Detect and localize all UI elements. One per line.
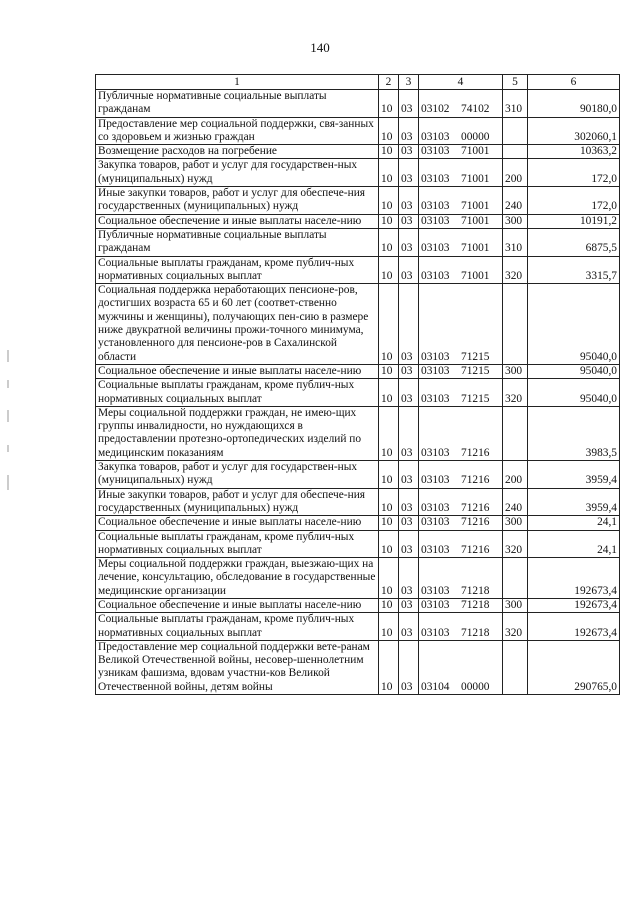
target-article-direction-code: 71215 [461, 350, 490, 363]
target-article-direction-code: 71218 [461, 598, 490, 611]
row-amount-cell: 172,0 [528, 159, 620, 187]
row-section-cell: 10 [379, 159, 399, 187]
row-target-article-cell [419, 488, 503, 516]
target-article-direction-code: 71216 [461, 516, 490, 529]
row-target-article-cell [419, 117, 503, 145]
row-subsection-cell: 03 [399, 145, 419, 159]
row-subsection-cell: 03 [399, 256, 419, 284]
target-article-direction-code: 71215 [461, 364, 490, 377]
row-subsection-cell: 03 [399, 406, 419, 460]
target-article-program-code: 03103 [421, 543, 450, 556]
target-article-direction-code: 71216 [461, 474, 490, 487]
scan-margin-marks [0, 340, 30, 520]
row-expense-type-cell: 240 [503, 488, 528, 516]
row-expense-type-cell [503, 640, 528, 694]
target-article-program-code: 03103 [421, 200, 450, 213]
row-target-article-cell [419, 406, 503, 460]
row-amount-cell: 3959,4 [528, 461, 620, 489]
row-amount-cell: 3315,7 [528, 256, 620, 284]
row-section-cell: 10 [379, 364, 399, 378]
row-target-article-cell [419, 159, 503, 187]
row-target-article-cell [419, 145, 503, 159]
row-target-article-cell [419, 461, 503, 489]
row-amount-cell: 172,0 [528, 187, 620, 215]
row-amount-cell: 10191,2 [528, 214, 620, 228]
table-row [96, 530, 620, 558]
row-name-cell: Возмещение расходов на погребение [96, 145, 379, 159]
target-article-program-code: 03103 [421, 474, 450, 487]
target-article-program-code: 03103 [421, 501, 450, 514]
row-section-cell: 10 [379, 613, 399, 641]
row-target-article-cell [419, 187, 503, 215]
table-row [96, 640, 620, 694]
target-article-direction-code: 00000 [461, 130, 490, 143]
row-target-article-cell [419, 613, 503, 641]
row-subsection-cell: 03 [399, 558, 419, 599]
row-amount-cell: 90180,0 [528, 90, 620, 118]
row-section-cell: 10 [379, 90, 399, 118]
row-subsection-cell: 03 [399, 228, 419, 256]
row-subsection-cell: 03 [399, 284, 419, 365]
row-expense-type-cell: 300 [503, 598, 528, 612]
table-row [96, 228, 620, 256]
row-subsection-cell: 03 [399, 159, 419, 187]
row-name-cell: Социальная поддержка неработающих пенсионе-ров, достигших возраста 65 и 60 лет (соответ-ственно мужчины и женщины), получающих пен-сию в размере ниже двукратной величины прожи-точного минимума, установленного для пенсионе-ров в Сахалинской области [96, 284, 379, 365]
budget-table [95, 74, 620, 695]
table-row [96, 187, 620, 215]
row-expense-type-cell: 320 [503, 256, 528, 284]
col-header-2: 2 [379, 75, 399, 90]
row-target-article-cell [419, 558, 503, 599]
col-header-1: 1 [96, 75, 379, 90]
row-amount-cell: 95040,0 [528, 379, 620, 407]
row-expense-type-cell: 240 [503, 187, 528, 215]
row-subsection-cell: 03 [399, 516, 419, 530]
row-section-cell: 10 [379, 379, 399, 407]
row-expense-type-cell: 320 [503, 530, 528, 558]
table-row [96, 284, 620, 365]
row-section-cell: 10 [379, 284, 399, 365]
row-section-cell: 10 [379, 530, 399, 558]
target-article-program-code: 03103 [421, 392, 450, 405]
row-target-article-cell [419, 228, 503, 256]
table-row [96, 90, 620, 118]
table-row [96, 613, 620, 641]
target-article-direction-code: 71215 [461, 392, 490, 405]
row-name-cell: Закупка товаров, работ и услуг для государствен-ных (муниципальных) нужд [96, 159, 379, 187]
target-article-program-code: 03103 [421, 446, 450, 459]
row-section-cell: 10 [379, 461, 399, 489]
row-name-cell: Меры социальной поддержки граждан, выезжаю-щих на лечение, консультацию, обследование в государственные медицинские организации [96, 558, 379, 599]
row-amount-cell: 302060,1 [528, 117, 620, 145]
table-row [96, 256, 620, 284]
target-article-direction-code: 71216 [461, 446, 490, 459]
row-name-cell: Публичные нормативные социальные выплаты гражданам [96, 228, 379, 256]
target-article-program-code: 03103 [421, 214, 450, 227]
row-section-cell: 10 [379, 558, 399, 599]
target-article-program-code: 03103 [421, 598, 450, 611]
row-section-cell: 10 [379, 516, 399, 530]
row-expense-type-cell [503, 558, 528, 599]
row-subsection-cell: 03 [399, 488, 419, 516]
row-amount-cell: 10363,2 [528, 145, 620, 159]
row-name-cell: Публичные нормативные социальные выплаты гражданам [96, 90, 379, 118]
row-subsection-cell: 03 [399, 214, 419, 228]
row-target-article-cell [419, 284, 503, 365]
target-article-program-code: 03103 [421, 350, 450, 363]
table-row [96, 516, 620, 530]
row-section-cell: 10 [379, 228, 399, 256]
target-article-direction-code: 74102 [461, 103, 490, 116]
row-name-cell: Социальное обеспечение и иные выплаты населе-нию [96, 598, 379, 612]
table-row [96, 145, 620, 159]
row-expense-type-cell: 300 [503, 516, 528, 530]
col-header-4: 4 [419, 75, 503, 90]
row-subsection-cell: 03 [399, 90, 419, 118]
row-name-cell: Социальные выплаты гражданам, кроме публич-ных нормативных социальных выплат [96, 379, 379, 407]
row-name-cell: Социальное обеспечение и иные выплаты населе-нию [96, 214, 379, 228]
table-row [96, 488, 620, 516]
row-subsection-cell: 03 [399, 379, 419, 407]
row-name-cell: Социальные выплаты гражданам, кроме публич-ных нормативных социальных выплат [96, 256, 379, 284]
row-subsection-cell: 03 [399, 364, 419, 378]
col-header-6: 6 [528, 75, 620, 90]
row-amount-cell: 192673,4 [528, 558, 620, 599]
target-article-program-code: 03103 [421, 584, 450, 597]
target-article-direction-code: 71001 [461, 242, 490, 255]
row-section-cell: 10 [379, 640, 399, 694]
row-expense-type-cell: 300 [503, 214, 528, 228]
target-article-direction-code: 71001 [461, 145, 490, 158]
row-expense-type-cell: 320 [503, 379, 528, 407]
target-article-direction-code: 71001 [461, 172, 490, 185]
col-header-3: 3 [399, 75, 419, 90]
row-target-article-cell [419, 598, 503, 612]
table-row [96, 558, 620, 599]
row-name-cell: Социальное обеспечение и иные выплаты населе-нию [96, 516, 379, 530]
row-amount-cell: 24,1 [528, 516, 620, 530]
row-section-cell: 10 [379, 406, 399, 460]
header-row [96, 75, 620, 90]
row-expense-type-cell: 310 [503, 228, 528, 256]
target-article-program-code: 03103 [421, 145, 450, 158]
row-target-article-cell [419, 256, 503, 284]
target-article-program-code: 03103 [421, 172, 450, 185]
page-number: 140 [310, 40, 330, 55]
target-article-direction-code: 71216 [461, 543, 490, 556]
row-expense-type-cell [503, 284, 528, 365]
table-row [96, 461, 620, 489]
row-target-article-cell [419, 530, 503, 558]
row-amount-cell: 3959,4 [528, 488, 620, 516]
row-section-cell: 10 [379, 488, 399, 516]
target-article-program-code: 03103 [421, 269, 450, 282]
row-subsection-cell: 03 [399, 461, 419, 489]
row-expense-type-cell: 320 [503, 613, 528, 641]
row-amount-cell: 6875,5 [528, 228, 620, 256]
row-target-article-cell [419, 379, 503, 407]
row-expense-type-cell [503, 117, 528, 145]
row-section-cell: 10 [379, 214, 399, 228]
target-article-direction-code: 71218 [461, 584, 490, 597]
row-name-cell: Предоставление мер социальной поддержки, свя-занных со здоровьем и жизнью граждан [96, 117, 379, 145]
row-name-cell: Иные закупки товаров, работ и услуг для обеспече-ния государственных (муниципальных) нужд [96, 187, 379, 215]
row-name-cell: Иные закупки товаров, работ и услуг для обеспече-ния государственных (муниципальных) нужд [96, 488, 379, 516]
table-row [96, 406, 620, 460]
col-header-5: 5 [503, 75, 528, 90]
row-expense-type-cell: 300 [503, 364, 528, 378]
table-row [96, 214, 620, 228]
row-section-cell: 10 [379, 187, 399, 215]
row-amount-cell: 95040,0 [528, 284, 620, 365]
row-subsection-cell: 03 [399, 187, 419, 215]
row-subsection-cell: 03 [399, 530, 419, 558]
row-name-cell: Социальные выплаты гражданам, кроме публич-ных нормативных социальных выплат [96, 613, 379, 641]
row-target-article-cell [419, 90, 503, 118]
row-amount-cell: 192673,4 [528, 613, 620, 641]
row-amount-cell: 3983,5 [528, 406, 620, 460]
table-row [96, 364, 620, 378]
row-section-cell: 10 [379, 117, 399, 145]
row-target-article-cell [419, 364, 503, 378]
target-article-program-code: 03103 [421, 626, 450, 639]
row-target-article-cell [419, 214, 503, 228]
target-article-program-code: 03102 [421, 103, 450, 116]
target-article-program-code: 03103 [421, 242, 450, 255]
row-section-cell: 10 [379, 145, 399, 159]
row-expense-type-cell: 200 [503, 159, 528, 187]
target-article-direction-code: 71001 [461, 214, 490, 227]
row-expense-type-cell [503, 145, 528, 159]
row-expense-type-cell [503, 406, 528, 460]
row-subsection-cell: 03 [399, 598, 419, 612]
row-amount-cell: 95040,0 [528, 364, 620, 378]
row-section-cell: 10 [379, 598, 399, 612]
target-article-direction-code: 71216 [461, 501, 490, 514]
target-article-direction-code: 71001 [461, 200, 490, 213]
table-row [96, 159, 620, 187]
row-target-article-cell [419, 516, 503, 530]
table-row [96, 117, 620, 145]
row-subsection-cell: 03 [399, 640, 419, 694]
row-section-cell: 10 [379, 256, 399, 284]
row-expense-type-cell: 310 [503, 90, 528, 118]
table-row [96, 598, 620, 612]
target-article-program-code: 03103 [421, 516, 450, 529]
target-article-direction-code: 71001 [461, 269, 490, 282]
target-article-program-code: 03103 [421, 130, 450, 143]
row-expense-type-cell: 200 [503, 461, 528, 489]
row-amount-cell: 192673,4 [528, 598, 620, 612]
row-target-article-cell [419, 640, 503, 694]
row-name-cell: Предоставление мер социальной поддержки вете-ранам Великой Отечественной войны, несовер-шеннолетним узникам фашизма, вдовам участни-ков Великой Отечественной войны, детям войны [96, 640, 379, 694]
target-article-direction-code: 71218 [461, 626, 490, 639]
row-subsection-cell: 03 [399, 613, 419, 641]
row-name-cell: Социальное обеспечение и иные выплаты населе-нию [96, 364, 379, 378]
row-amount-cell: 24,1 [528, 530, 620, 558]
row-subsection-cell: 03 [399, 117, 419, 145]
row-name-cell: Закупка товаров, работ и услуг для государствен-ных (муниципальных) нужд [96, 461, 379, 489]
target-article-direction-code: 00000 [461, 680, 490, 693]
row-name-cell: Меры социальной поддержки граждан, не имею-щих группы инвалидности, но нуждающихся в предоставлении протезно-ортопедических изделий по медицинским показаниям [96, 406, 379, 460]
target-article-program-code: 03104 [421, 680, 450, 693]
row-amount-cell: 290765,0 [528, 640, 620, 694]
row-name-cell: Социальные выплаты гражданам, кроме публич-ных нормативных социальных выплат [96, 530, 379, 558]
table-row [96, 379, 620, 407]
target-article-program-code: 03103 [421, 364, 450, 377]
